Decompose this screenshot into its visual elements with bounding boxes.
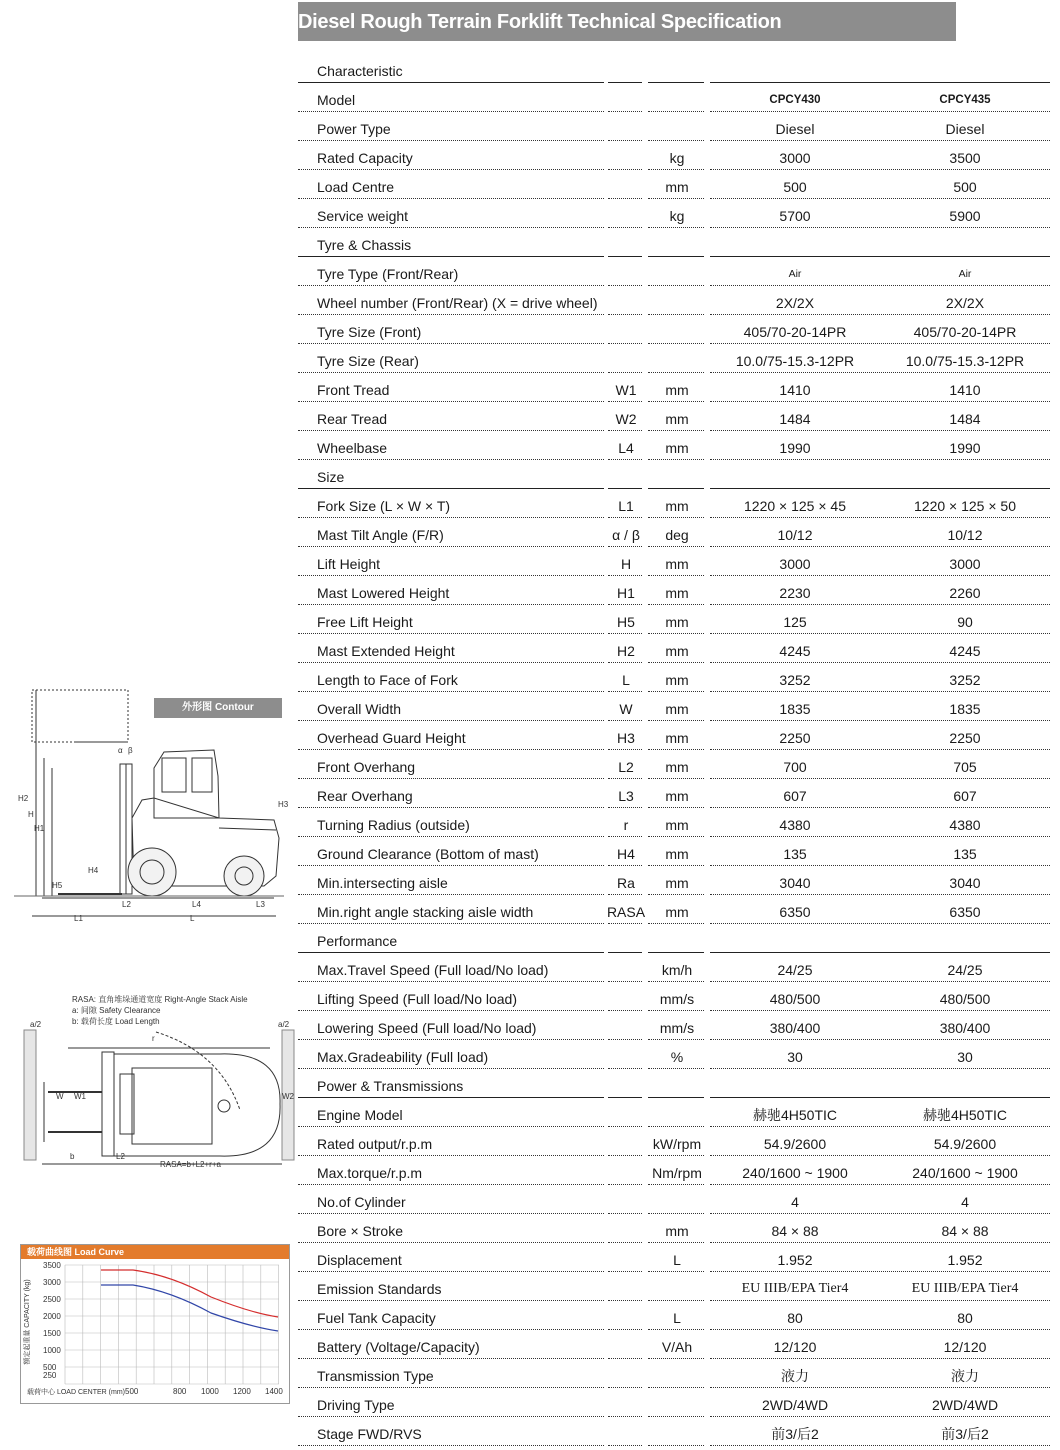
spec-label: Driving Type [317,1397,395,1413]
spec-value-cpcy430: 1.952 [777,1252,813,1268]
spec-label: Max.Travel Speed (Full load/No load) [317,962,549,978]
spec-unit: kg [669,150,685,166]
spec-unit: mm/s [659,991,695,1007]
dim-l2-top: L2 [116,1152,125,1161]
section-header-row [298,228,1050,257]
spec-value-cpcy435: 2WD/4WD [931,1397,999,1413]
spec-row [298,837,1050,866]
spec-value-cpcy430: 3040 [779,875,811,891]
spec-label: Bore × Stroke [317,1223,403,1239]
spec-row [298,605,1050,634]
spec-label: Stage FWD/RVS [317,1426,422,1442]
spec-value-cpcy435: 4 [961,1194,969,1210]
spec-label: Rear Tread [317,411,388,427]
dim-alpha: α [118,746,123,755]
spec-value-cpcy430: 3252 [779,672,811,688]
spec-label: Rated Capacity [317,150,413,166]
spec-unit: mm [665,875,689,891]
spec-value-cpcy430: 125 [783,614,807,630]
spec-label: Overall Width [317,701,402,717]
spec-value-cpcy430: 1220 × 125 × 45 [744,498,846,514]
spec-value-cpcy430: 4245 [779,643,811,659]
spec-row [298,1330,1050,1359]
dim-l: L [190,914,195,923]
spec-value-cpcy435: 705 [953,759,977,775]
spec-unit: mm [665,179,689,195]
section-title: Characteristic [317,63,403,79]
spec-value-cpcy435: 135 [953,846,977,862]
spec-value-cpcy435: 3000 [949,556,981,572]
spec-value-cpcy435: 405/70-20-14PR [913,324,1017,340]
spec-row [298,344,1050,373]
spec-value-cpcy435: EU IIIB/EPA Tier4 [911,1281,1019,1296]
xtick-label: 800 [173,1387,187,1396]
section-header-row [298,1069,1050,1098]
spec-value-cpcy435: 6350 [949,904,981,920]
spec-unit: mm [665,788,689,804]
section-header-row [298,924,1050,953]
spec-value-cpcy435: 4380 [949,817,981,833]
spec-symbol: H2 [617,643,635,659]
spec-value-cpcy430: 2230 [779,585,811,601]
spec-label: Max.Gradeability (Full load) [317,1049,489,1065]
dim-h3: H3 [278,800,289,809]
spec-row [298,83,1050,112]
spec-label: Emission Standards [317,1281,442,1297]
spec-value-cpcy430: 30 [787,1049,803,1065]
load-curve-chart [20,1244,290,1404]
spec-value-cpcy435: 1.952 [947,1252,983,1268]
rasa-legend-2: a: 间隙 Safety Clearance [72,1006,161,1015]
spec-value-cpcy435: Air [958,268,972,280]
spec-value-cpcy435: 500 [953,179,977,195]
spec-value-cpcy435: 80 [957,1310,973,1326]
spec-unit: mm [665,1223,689,1239]
rasa-legend-1: RASA: 直角堆垛通道宽度 Right-Angle Stack Aisle [72,995,248,1004]
spec-value-cpcy430: 500 [783,179,807,195]
spec-row [298,257,1050,286]
spec-symbol: W1 [615,382,637,398]
contour-diagram [14,688,289,928]
dim-l1: L1 [74,914,83,923]
spec-value-cpcy435: 380/400 [939,1020,991,1036]
spec-row [298,431,1050,460]
spec-label: Wheelbase [317,440,388,456]
spec-symbol: W2 [615,411,637,427]
ytick-label: 2500 [43,1295,61,1304]
dim-l2: L2 [122,900,131,909]
spec-row [298,1098,1050,1127]
dim-w2: W2 [282,1092,294,1101]
spec-value-cpcy430: 1484 [779,411,811,427]
spec-value-cpcy435: 607 [953,788,977,804]
spec-value-cpcy435: 前3/后2 [941,1426,989,1442]
spec-value-cpcy435: 3500 [949,150,981,166]
spec-value-cpcy430: 240/1600 ~ 1900 [742,1165,848,1181]
spec-unit: mm/s [659,1020,695,1036]
spec-symbol: L1 [618,498,634,514]
spec-label: Load Centre [317,179,395,195]
spec-value-cpcy435: 1990 [949,440,981,456]
spec-label: Rear Overhang [317,788,413,804]
spec-value-cpcy430: 607 [783,788,807,804]
spec-value-cpcy435: 4245 [949,643,981,659]
title-bar [298,2,956,41]
spec-row [298,1185,1050,1214]
spec-row [298,953,1050,982]
spec-row [298,1272,1050,1301]
spec-value-cpcy430: 12/120 [773,1339,817,1355]
spec-value-cpcy430: 3000 [779,150,811,166]
spec-value-cpcy435: 液力 [951,1368,979,1384]
spec-unit: mm [665,556,689,572]
spec-row [298,170,1050,199]
spec-row [298,808,1050,837]
spec-value-cpcy430: 480/500 [769,991,821,1007]
load-curve-title: 载荷曲线图 Load Curve [21,1245,289,1259]
spec-row [298,692,1050,721]
spec-value-cpcy435: 赫驰4H50TIC [922,1107,1008,1123]
spec-unit: V/Ah [661,1339,693,1355]
spec-row [298,1040,1050,1069]
spec-value-cpcy435: 30 [957,1049,973,1065]
spec-row [298,286,1050,315]
ytick-label: 500 [43,1363,57,1372]
dim-b: b [70,1152,75,1161]
section-title: Size [317,469,345,485]
spec-value-cpcy430: 2250 [779,730,811,746]
spec-unit: mm [665,846,689,862]
spec-row [298,750,1050,779]
section-title: Power & Transmissions [317,1078,464,1094]
xtick-label: 1200 [233,1387,251,1396]
spec-value-cpcy430: 80 [787,1310,803,1326]
spec-unit: mm [665,730,689,746]
spec-label: Engine Model [317,1107,403,1123]
spec-value-cpcy435: 240/1600 ~ 1900 [912,1165,1018,1181]
spec-row [298,1301,1050,1330]
dim-h2: H2 [18,794,29,803]
spec-value-cpcy430: 赫驰4H50TIC [752,1107,838,1123]
spec-label: Power Type [317,121,391,137]
dim-a2-left: a/2 [30,1020,42,1029]
dim-h: H [28,810,34,819]
spec-label: No.of Cylinder [317,1194,406,1210]
spec-unit: mm [665,759,689,775]
ytick-label: 3000 [43,1278,61,1287]
spec-value-cpcy430: 6350 [779,904,811,920]
spec-row [298,1243,1050,1272]
spec-label: Tyre Size (Front) [317,324,422,340]
dim-beta: β [128,746,133,755]
spec-value-cpcy430: 4 [791,1194,799,1210]
spec-value-cpcy430: 2X/2X [775,295,815,311]
spec-label: Mast Lowered Height [317,585,450,601]
dim-h4: H4 [88,866,99,875]
spec-unit: kg [669,208,685,224]
spec-value-cpcy430: 5700 [779,208,811,224]
section-title: Tyre & Chassis [317,237,412,253]
spec-row [298,518,1050,547]
spec-row [298,547,1050,576]
spec-unit: mm [665,643,689,659]
spec-row [298,315,1050,344]
spec-row [298,1417,1050,1446]
spec-label: Turning Radius (outside) [317,817,470,833]
spec-label: Lowering Speed (Full load/No load) [317,1020,537,1036]
dim-r: r [152,1034,155,1043]
dim-l4: L4 [192,900,201,909]
spec-value-cpcy430: 3000 [779,556,811,572]
spec-unit: mm [665,672,689,688]
spec-value-cpcy435: 12/120 [943,1339,987,1355]
spec-label: Tyre Type (Front/Rear) [317,266,459,282]
dim-a2-right: a/2 [278,1020,290,1029]
spec-symbol: L [622,672,630,688]
spec-row [298,663,1050,692]
spec-unit: mm [665,585,689,601]
spec-label: Min.intersecting aisle [317,875,448,891]
spec-row [298,1127,1050,1156]
spec-value-cpcy435: 1835 [949,701,981,717]
xtick-label: 1400 [265,1387,283,1396]
spec-value-cpcy435: 54.9/2600 [933,1136,997,1152]
spec-value-cpcy435: 90 [957,614,973,630]
spec-label: Fuel Tank Capacity [317,1310,436,1326]
spec-label: Front Overhang [317,759,416,775]
spec-value-cpcy435: 3040 [949,875,981,891]
spec-row [298,112,1050,141]
spec-symbol: r [623,817,629,833]
spec-row [298,634,1050,663]
spec-row [298,576,1050,605]
spec-value-cpcy430: Air [788,268,802,280]
spec-value-cpcy430: 24/25 [777,962,813,978]
spec-label: Mast Extended Height [317,643,455,659]
spec-unit: % [670,1049,684,1065]
section-header-row [298,460,1050,489]
spec-value-cpcy435: 84 × 88 [941,1223,989,1239]
spec-value-cpcy430: 10.0/75-15.3-12PR [735,353,855,369]
spec-value-cpcy430: 1410 [779,382,811,398]
spec-value-cpcy430: 135 [783,846,807,862]
spec-unit: deg [665,527,689,543]
contour-label: 外形图 Contour [154,698,282,718]
xtick-label: 500 [125,1387,139,1396]
dim-l3: L3 [256,900,265,909]
spec-value-cpcy435: 10/12 [947,527,983,543]
forklift-side-drawing [14,688,284,928]
top-view-diagram [20,992,302,1172]
spec-value-cpcy430: 380/400 [769,1020,821,1036]
spec-unit: mm [665,904,689,920]
rasa-formula: RASA=b+L2+r+a [160,1160,221,1169]
spec-row [298,1214,1050,1243]
spec-value-cpcy430: CPCY430 [769,94,821,106]
spec-value-cpcy430: 700 [783,759,807,775]
spec-label: Mast Tilt Angle (F/R) [317,527,444,543]
spec-row [298,1156,1050,1185]
dim-h5: H5 [52,881,63,890]
spec-unit: mm [665,614,689,630]
spec-value-cpcy430: 2WD/4WD [761,1397,829,1413]
spec-value-cpcy435: 24/25 [947,962,983,978]
spec-value-cpcy435: 1220 × 125 × 50 [914,498,1016,514]
spec-row [298,866,1050,895]
ytick-label: 3500 [43,1261,61,1270]
spec-label: Tyre Size (Rear) [317,353,419,369]
spec-label: Length to Face of Fork [317,672,458,688]
spec-label: Model [317,92,356,108]
spec-unit: mm [665,498,689,514]
spec-row [298,1388,1050,1417]
dim-w1: W1 [74,1092,86,1101]
spec-row [298,199,1050,228]
spec-label: Front Tread [317,382,390,398]
spec-row [298,721,1050,750]
spec-value-cpcy435: CPCY435 [939,94,991,106]
dim-w: W [56,1092,64,1101]
spec-unit: mm [665,382,689,398]
spec-row [298,373,1050,402]
spec-symbol: H4 [617,846,635,862]
spec-value-cpcy435: Diesel [945,121,985,137]
ytick-label: 250 [43,1371,57,1380]
ytick-label: 2000 [43,1312,61,1321]
spec-symbol: L4 [618,440,634,456]
spec-value-cpcy430: 1835 [779,701,811,717]
spec-label: Ground Clearance (Bottom of mast) [317,846,539,862]
spec-row [298,1011,1050,1040]
spec-symbol: H3 [617,730,635,746]
spec-value-cpcy435: 2250 [949,730,981,746]
spec-symbol: Ra [617,875,635,891]
spec-row [298,402,1050,431]
spec-symbol: H [620,556,632,572]
spec-value-cpcy435: 2260 [949,585,981,601]
spec-value-cpcy430: 前3/后2 [771,1426,819,1442]
spec-unit: L [673,1310,681,1326]
section-title: Performance [317,933,398,949]
spec-value-cpcy435: 1410 [949,382,981,398]
spec-symbol: α / β [612,527,640,543]
load-curve-ylabel: 额定起重量 CAPACITY (kg) [24,1279,31,1365]
spec-value-cpcy435: 2X/2X [945,295,985,311]
spec-value-cpcy430: 液力 [781,1368,809,1384]
rasa-legend-3: b: 载荷长度 Load Length [72,1017,160,1026]
spec-value-cpcy430: EU IIIB/EPA Tier4 [741,1281,849,1296]
spec-unit: km/h [661,962,693,978]
section-header-row [298,54,1050,83]
spec-label: Fork Size (L × W × T) [317,498,451,514]
spec-value-cpcy430: 54.9/2600 [763,1136,827,1152]
spec-label: Free Lift Height [317,614,413,630]
spec-symbol: H5 [617,614,635,630]
spec-row [298,779,1050,808]
spec-label: Battery (Voltage/Capacity) [317,1339,480,1355]
spec-symbol: RASA [606,904,646,920]
spec-symbol: H1 [617,585,635,601]
spec-label: Lifting Speed (Full load/No load) [317,991,518,1007]
spec-label: Transmission Type [317,1368,434,1384]
spec-label: Max.torque/r.p.m [317,1165,423,1181]
spec-label: Service weight [317,208,409,224]
spec-unit: mm [665,701,689,717]
spec-unit: mm [665,440,689,456]
spec-row [298,982,1050,1011]
dim-h1: H1 [34,824,45,833]
spec-value-cpcy435: 3252 [949,672,981,688]
spec-table [298,54,1050,1446]
spec-value-cpcy435: 1484 [949,411,981,427]
page-title: Diesel Rough Terrain Forklift Technical Specification [298,11,782,33]
xtick-label: 1000 [201,1387,219,1396]
spec-row [298,141,1050,170]
spec-symbol: L2 [618,759,634,775]
spec-label: Rated output/r.p.m [317,1136,433,1152]
spec-unit: kW/rpm [652,1136,702,1152]
spec-row [298,1359,1050,1388]
spec-symbol: W [619,701,633,717]
spec-row [298,489,1050,518]
spec-value-cpcy430: 405/70-20-14PR [743,324,847,340]
load-curve-xlabel: 载荷中心 LOAD CENTER (mm) [27,1389,125,1396]
spec-value-cpcy430: Diesel [775,121,815,137]
spec-label: Lift Height [317,556,381,572]
spec-unit: mm [665,817,689,833]
ytick-label: 1000 [43,1346,61,1355]
spec-symbol: L3 [618,788,634,804]
spec-unit: mm [665,411,689,427]
spec-row [298,895,1050,924]
spec-value-cpcy430: 4380 [779,817,811,833]
forklift-top-drawing [20,992,302,1172]
spec-value-cpcy430: 10/12 [777,527,813,543]
spec-value-cpcy435: 480/500 [939,991,991,1007]
spec-label: Overhead Guard Height [317,730,466,746]
spec-value-cpcy435: 5900 [949,208,981,224]
spec-label: Min.right angle stacking aisle width [317,904,534,920]
spec-unit: Nm/rpm [652,1165,702,1181]
spec-value-cpcy435: 10.0/75-15.3-12PR [905,353,1025,369]
spec-value-cpcy430: 84 × 88 [771,1223,819,1239]
spec-value-cpcy430: 1990 [779,440,811,456]
spec-unit: L [673,1252,681,1268]
spec-label: Displacement [317,1252,402,1268]
load-curve-plot [21,1245,289,1403]
ytick-label: 1500 [43,1329,61,1338]
spec-label: Wheel number (Front/Rear) (X = drive wheel) [317,295,598,311]
